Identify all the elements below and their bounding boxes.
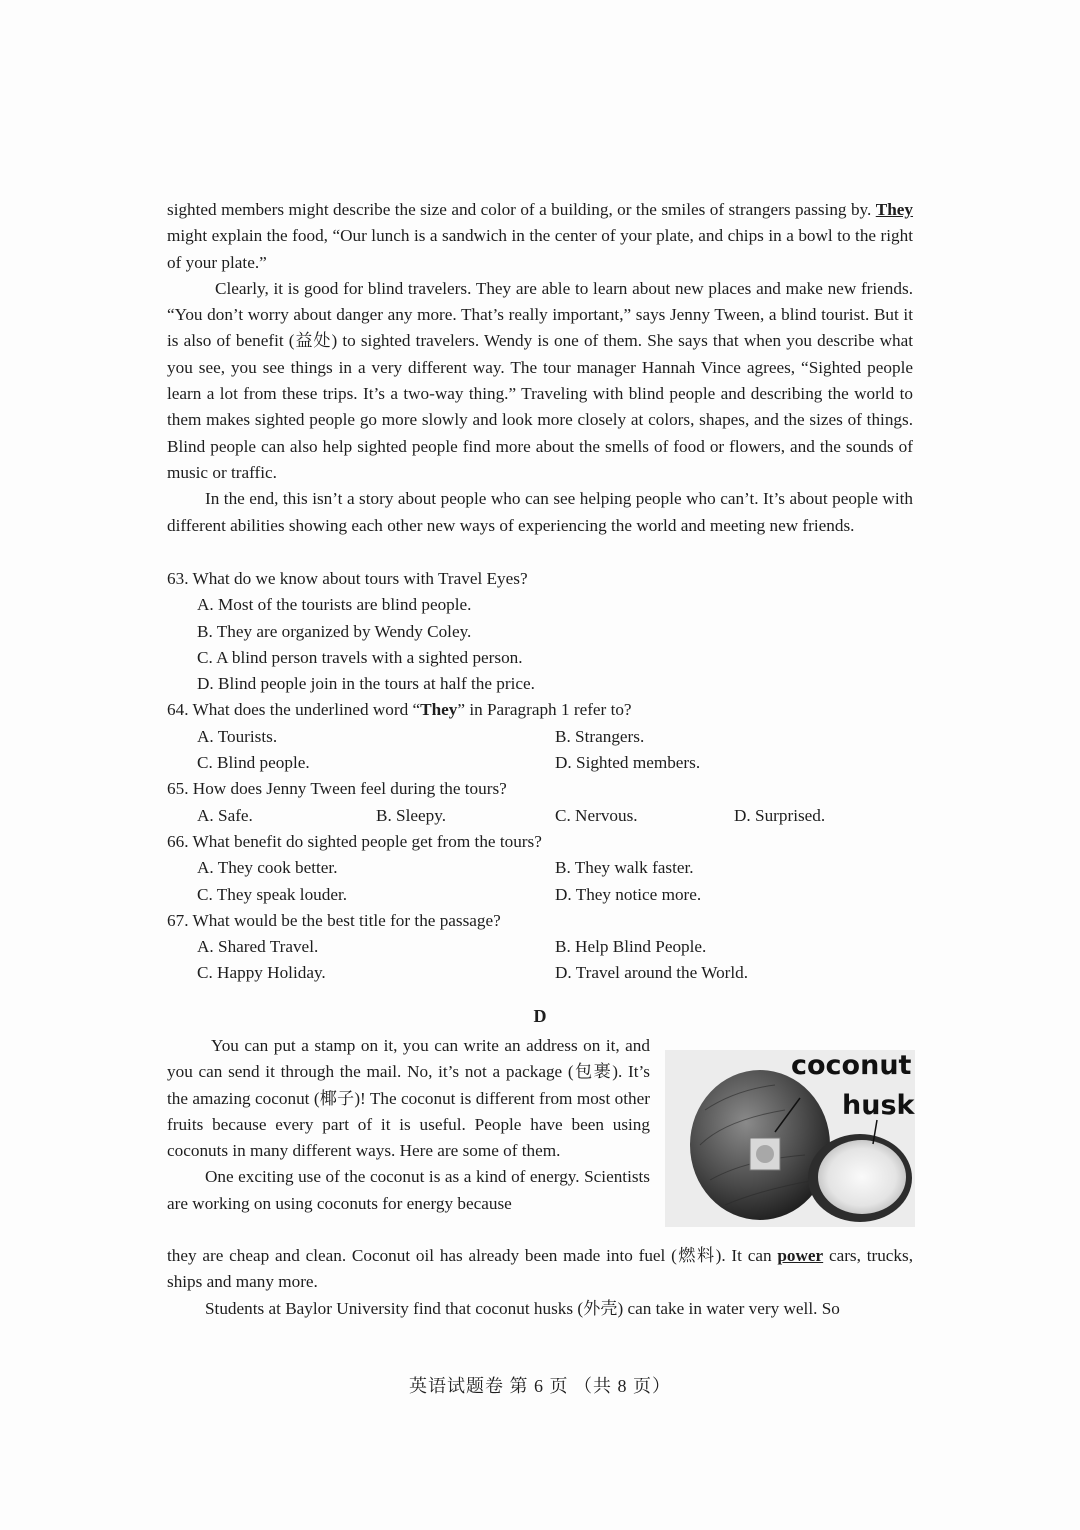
- question-64-word: They: [420, 700, 458, 720]
- passage-d-upper: [167, 1033, 650, 1217]
- option-c: C. Blind people.: [197, 753, 310, 773]
- question-67: 67. What would be the best title for the passage?: [167, 910, 501, 930]
- paragraph-3: In the end, this isn’t a story about people who can see helping people who can’t. It’s about people with different abilities showing each other new ways of experiencing the world and meeting new friends.: [167, 489, 913, 535]
- option-d: D. They notice more.: [555, 884, 702, 904]
- paragraph-d1: You can put a stamp on it, you can write an address on it, and you can send it through the mail. No, it’s not a package (包裹). It’s the amazing coconut (椰子)! The coconut is different from most other fruits because every part of it is useful. People have been using coconuts in many different ways. Here are some of them.: [167, 1036, 650, 1161]
- option-b: B. Sleepy.: [376, 805, 447, 825]
- option-a: A. Safe.: [197, 805, 253, 825]
- option-c: C. Nervous.: [555, 805, 638, 825]
- paragraph-d2-tail: cars, trucks, ships and many more.: [167, 1246, 913, 1292]
- paragraph-d2-end: [167, 1243, 913, 1296]
- question-66: 66. What benefit do sighted people get from the tours?: [167, 831, 542, 851]
- paragraph-d3: Students at Baylor University find that coconut husks (外壳) can take in water very well. So: [205, 1298, 840, 1318]
- question-list: [167, 566, 913, 987]
- option-a: A. They cook better.: [197, 858, 338, 878]
- option-a: A. Tourists.: [197, 726, 278, 746]
- question-65: 65. How does Jenny Tween feel during the tours?: [167, 779, 507, 799]
- option-b: B. Strangers.: [555, 726, 645, 746]
- page-footer: 英语试题卷 第 6 页 （共 8 页）: [409, 1376, 671, 1396]
- option-row: [167, 671, 913, 697]
- option-b: B. Help Blind People.: [555, 937, 707, 957]
- option-row: [167, 934, 913, 960]
- option-a: A. Most of the tourists are blind people.: [197, 595, 472, 615]
- underlined-word-they: They: [875, 200, 914, 219]
- label-coconut: coconut: [791, 1050, 912, 1081]
- paragraph-d2-text: they are cheap and clean. Coconut oil has already been made into fuel (燃料). It can: [167, 1246, 772, 1265]
- option-c: C. They speak louder.: [197, 884, 348, 904]
- option-a: A. Shared Travel.: [197, 937, 319, 957]
- passage-c: [167, 197, 913, 539]
- option-d: D. Travel around the World.: [555, 963, 749, 983]
- option-row: [167, 882, 913, 908]
- option-b: B. They walk faster.: [555, 858, 694, 878]
- option-row: [167, 592, 913, 618]
- option-row: [167, 619, 913, 645]
- coconut-figure: [665, 1050, 915, 1227]
- option-row: [167, 855, 913, 881]
- option-d: D. Blind people join in the tours at half the price.: [197, 674, 535, 694]
- passage-d-lower: [167, 1243, 913, 1322]
- question-64-stem: 64. What does the underlined word “: [167, 700, 421, 720]
- option-c: C. A blind person travels with a sighted person.: [197, 647, 523, 667]
- option-row: [167, 960, 913, 986]
- option-row: [167, 724, 913, 750]
- option-d: D. Surprised.: [734, 805, 826, 825]
- paragraph-1-end: might explain the food, “Our lunch is a sandwich in the center of your plate, and chips in a bowl to the right of your plate.”: [167, 226, 913, 272]
- paragraph-1: [167, 197, 913, 276]
- option-b: B. They are organized by Wendy Coley.: [197, 621, 472, 641]
- underlined-word-power: power: [777, 1246, 824, 1265]
- question-64: [167, 697, 913, 723]
- paragraph-1-start: sighted members might describe the size and color of a building, or the smiles of strangers passing by.: [167, 200, 872, 219]
- question-64-stem-end: ” in Paragraph 1 refer to?: [457, 700, 632, 720]
- section-heading: D: [533, 1006, 547, 1026]
- option-d: D. Sighted members.: [555, 753, 701, 773]
- option-row: [167, 803, 913, 829]
- question-63: 63. What do we know about tours with Travel Eyes?: [167, 569, 528, 588]
- paragraph-d2-start: One exciting use of the coconut is as a kind of energy. Scientists are working on using coconuts for energy because: [167, 1167, 650, 1213]
- label-husk: husk: [842, 1090, 915, 1121]
- option-row: [167, 750, 913, 776]
- paragraph-2: Clearly, it is good for blind travelers. They are able to learn about new places and make new friends. “You don’t worry about danger any more. That’s really important,” says Jenny Tween, a blind tourist. But it is also of benefit (益处) to sighted travelers. Wendy is one of them. She says that when you describe what you see, you see things in a very different way. The tour manager Hannah Vince agrees, “Sighted people learn a lot from these trips. It’s a two-way thing.” Traveling with blind people and describing the world to them makes sighted people go more slowly and look more closely at colors, shapes, and the sizes of things. Blind people can also help sighted people find more about the smells of food or flowers, and the sounds of music or traffic.: [167, 278, 913, 482]
- option-row: [167, 645, 913, 671]
- option-c: C. Happy Holiday.: [197, 963, 326, 983]
